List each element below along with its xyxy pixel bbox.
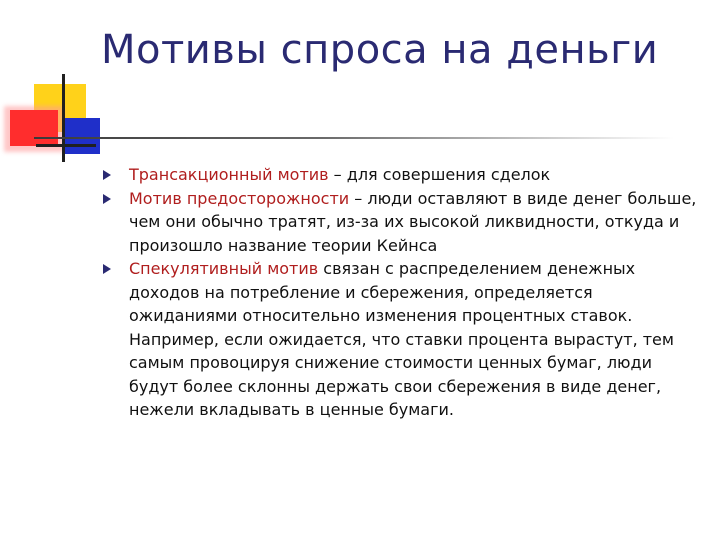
bullet-term: Спекулятивный мотив — [129, 259, 319, 278]
title-underline — [34, 137, 674, 139]
triangle-bullet-icon — [103, 194, 111, 204]
bullet-term: Трансакционный мотив — [129, 165, 329, 184]
vertical-line — [62, 74, 65, 162]
slide-title: Мотивы спроса на деньги — [101, 27, 659, 73]
red-block — [10, 110, 58, 146]
bullet-list — [101, 163, 697, 422]
bullet-text: – люди оставляют в виде денег больше, чем они обычно тратят, из-за их высокой ликвидности, откуда и произошло название теории Кейнса — [129, 188, 697, 255]
bullet-item-transaction — [101, 163, 697, 187]
bullet-item-precaution — [101, 187, 697, 258]
bullet-text: – для совершения сделок — [328, 165, 551, 184]
blue-block — [62, 118, 100, 154]
triangle-bullet-icon — [103, 170, 111, 180]
horizontal-line — [36, 144, 96, 147]
bullet-item-speculative — [101, 257, 697, 422]
bullet-text: связан с распределением денежных доходов на потребление и сбережения, определяется ожиданиями относительно изменения процентных ставок. Например, если ожидается, что ставки процента вырастут, тем самым провоцируя снижение стоимости ценных бумаг, люди будут более склонны держать свои сбережения в виде денег, нежели вкладывать в ценные бумаги. — [129, 259, 674, 419]
bullet-term: Мотив предосторожности — [129, 188, 350, 208]
triangle-bullet-icon — [103, 264, 111, 274]
